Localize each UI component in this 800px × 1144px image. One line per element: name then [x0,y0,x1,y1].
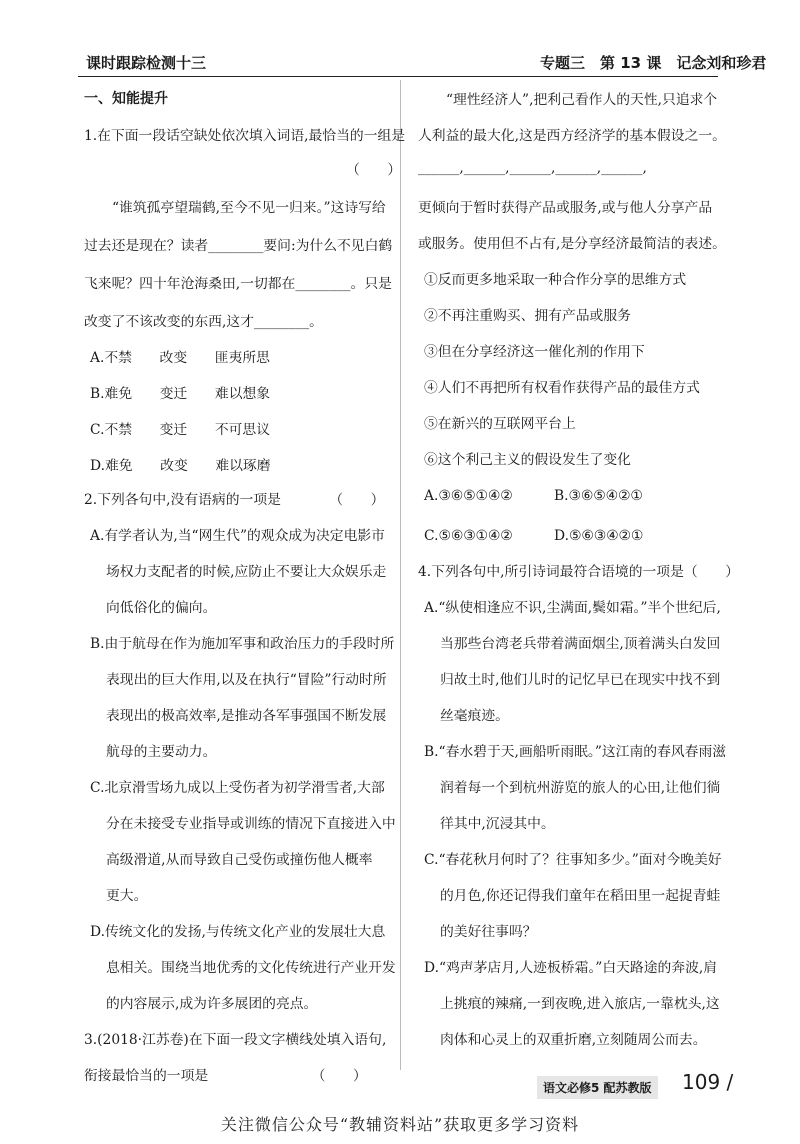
q3-sentence-6: ⑥这个利己主义的假设发生了变化 [424,452,631,468]
column-divider [400,80,401,1070]
q4-option-a-cont: 当那些台湾老兵带着满面烟尘,顶着满头白发回 [440,636,721,652]
q3-options-cd[interactable]: C.⑤⑥③①④② D.⑤⑥③④②① [424,528,644,544]
q1-option-a[interactable]: A.不禁 改变 匪夷所思 [90,350,270,366]
header-rule [78,76,718,77]
q3-stem-cont: 衔接最恰当的一项是 （ ） [84,1068,367,1084]
q2-option-d-cont: 的内容展示,成为许多展团的亮点。 [106,996,318,1012]
page-number: 109 / [682,1070,734,1094]
q3-blanks-line: ______,______,______,______,______, [418,160,647,176]
q3-passage-line: 人利益的最大化,这是西方经济学的基本假设之一。 [418,128,726,144]
q2-option-b[interactable]: B.由于航母在作为施加军事和政治压力的手段时所 [90,636,395,652]
q4-option-a-cont: 丝毫痕迹。 [440,708,509,724]
q2-option-b-cont: 表现出的巨大作用,以及在执行“冒险”行动时所 [106,672,387,688]
book-badge: 语文必修5 配苏教版 [537,1076,658,1099]
q3-passage-line: “理性经济人”,把利己看作人的天性,只追求个 [446,92,718,108]
section-heading: 一、知能提升 [84,91,168,107]
bottom-watermark-note: 关注微信公众号“教辅资料站”获取更多学习资料 [220,1115,580,1134]
q3-stem: 3.(2018·江苏卷)在下面一段文字横线处填入语句, [84,1032,387,1048]
q2-option-b-cont: 航母的主要动力。 [106,744,217,760]
q4-option-c-cont: 的月色,你还记得我们童年在稻田里一起捉青蛙 [440,888,721,904]
q4-option-d[interactable]: D.“鸡声茅店月,人迹板桥霜。”白天路途的奔波,肩 [424,960,718,976]
q4-option-a-cont: 归故土时,他们儿时的记忆早已在现实中找不到 [440,672,721,688]
q4-option-d-cont: 肉体和心灵上的双重折磨,立刻随周公而去。 [440,1032,707,1048]
q1-answer-paren: （ ） [346,162,402,178]
q2-option-d-cont: 息相关。围绕当地优秀的文化传统进行产业开发 [106,960,396,976]
q2-option-c[interactable]: C.北京滑雪场九成以上受伤者为初学滑雪者,大部 [90,780,385,796]
q1-option-c[interactable]: C.不禁 变迁 不可思议 [90,422,271,438]
q3-passage-line: 或服务。使用但不占有,是分享经济最简洁的表述。 [418,236,726,252]
q2-option-b-cont: 表现出的极高效率,是推动各军事强国不断发展 [106,708,387,724]
q4-option-c-cont: 的美好往事吗？ [440,924,537,940]
q1-passage-line: 改变了不该改变的东西,这才________。 [84,314,323,330]
q2-option-a-cont: 场权力支配者的时候,应防止不要让大众娱乐走 [106,564,387,580]
q3-sentence-1: ①反而更多地采取一种合作分享的思维方式 [424,272,687,288]
q4-option-d-cont: 上挑痕的辣痛,一到夜晚,进入旅店,一靠枕头,这 [440,996,720,1012]
q1-passage-line: 飞来呢？四十年沧海桑田,一切都在________。只是 [84,276,392,292]
q3-sentence-3: ③但在分享经济这一催化剂的作用下 [424,344,645,360]
q2-option-d[interactable]: D.传统文化的发扬,与传统文化产业的发展壮大息 [90,924,386,940]
q2-stem: 2.下列各句中,没有语病的一项是 （ ） [84,492,385,508]
q1-option-d[interactable]: D.难免 改变 难以琢磨 [90,458,271,474]
q4-option-a[interactable]: A.“纵使相逢应不识,尘满面,鬓如霜。”半个世纪后, [424,600,721,616]
q3-sentence-2: ②不再注重购买、拥有产品或服务 [424,308,631,324]
q3-passage-line: 更倾向于暂时获得产品或服务,或与他人分享产品 [418,200,713,216]
q1-stem: 1.在下面一段话空缺处依次填入词语,最恰当的一组是 [84,128,406,144]
q1-passage-line: “谁筑孤亭望瑞鹤,至今不见一归来。”这诗写给 [112,200,386,216]
q3-sentence-4: ④人们不再把所有权看作获得产品的最佳方式 [424,380,700,396]
q1-passage-line: 过去还是现在？读者________要问:为什么不见白鹤 [84,238,393,254]
q1-option-b[interactable]: B.难免 变迁 难以想象 [90,386,271,402]
q4-option-c[interactable]: C.“春花秋月何时了？往事知多少。”面对今晚美好 [424,852,722,868]
q4-option-b-cont: 润着每一个到杭州游览的旅人的心田,让他们徜 [440,780,721,796]
q4-option-b-cont: 徉其中,沉浸其中。 [440,816,555,832]
q3-sentence-5: ⑤在新兴的互联网平台上 [424,416,576,432]
header-left-title: 课时跟踪检测十三 [86,54,207,72]
q2-option-a[interactable]: A.有学者认为,当“网生代”的观众成为决定电影市 [90,528,385,544]
q3-options-ab[interactable]: A.③⑥⑤①④② B.③⑥⑤④②① [424,488,643,504]
q2-option-c-cont: 更大。 [106,888,148,904]
header-right-title: 专题三 第 13 课 记念刘和珍君 [540,54,767,72]
q4-option-b[interactable]: B.“春水碧于天,画船听雨眠。”这江南的春风春雨滋 [424,744,727,760]
q4-stem: 4.下列各句中,所引诗词最符合语境的一项是（ ） [418,564,740,580]
q2-option-c-cont: 高级滑道,从而导致自己受伤或撞伤他人概率 [106,852,373,868]
q2-option-c-cont: 分在未接受专业指导或训练的情况下直接进入中 [106,816,396,832]
q2-option-a-cont: 向低俗化的偏向。 [106,600,217,616]
